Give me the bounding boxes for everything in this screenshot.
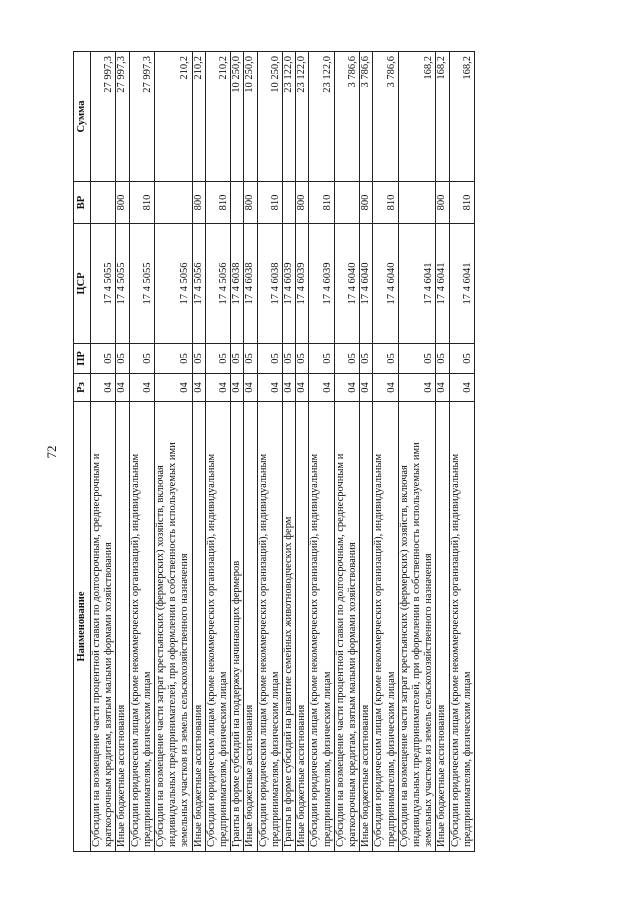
cell-sum: 168,2 bbox=[398, 52, 436, 182]
cell-rz: 04 bbox=[91, 374, 116, 402]
cell-pr: 05 bbox=[360, 344, 373, 374]
cell-sum: 23 122,0 bbox=[296, 52, 309, 182]
cell-name: Субсидии юридическим лицам (кроме некоммерческих организаций), индивидуальным предпринимателям, физическим лицам bbox=[257, 402, 282, 852]
cell-pr: 05 bbox=[129, 344, 154, 374]
cell-pr: 05 bbox=[116, 344, 129, 374]
cell-pr: 05 bbox=[449, 344, 474, 374]
cell-rz: 04 bbox=[116, 374, 129, 402]
cell-sum: 10 250,0 bbox=[244, 52, 257, 182]
cell-sum: 168,2 bbox=[449, 52, 474, 182]
cell-pr: 05 bbox=[309, 344, 334, 374]
cell-pr: 05 bbox=[283, 344, 296, 374]
cell-rz: 04 bbox=[129, 374, 154, 402]
cell-vr: 800 bbox=[296, 182, 309, 224]
cell-csr: 17 4 6041 bbox=[398, 224, 436, 344]
cell-pr: 05 bbox=[231, 344, 244, 374]
cell-pr: 05 bbox=[244, 344, 257, 374]
cell-pr: 05 bbox=[334, 344, 359, 374]
cell-vr: 810 bbox=[373, 182, 398, 224]
cell-csr: 17 4 6041 bbox=[449, 224, 474, 344]
cell-sum: 27 997,3 bbox=[129, 52, 154, 182]
cell-csr: 17 4 6038 bbox=[244, 224, 257, 344]
cell-name: Иные бюджетные ассигнования bbox=[244, 402, 257, 852]
table-body bbox=[91, 52, 475, 852]
page-number: 72 bbox=[44, 445, 59, 459]
cell-name: Гранты в форме субсидий на развитие семейных животноводческих ферм bbox=[283, 402, 296, 852]
cell-sum: 27 997,3 bbox=[91, 52, 116, 182]
cell-sum: 210,2 bbox=[155, 52, 193, 182]
cell-vr: 800 bbox=[360, 182, 373, 224]
table-row bbox=[192, 52, 205, 852]
cell-vr: 810 bbox=[257, 182, 282, 224]
cell-vr: 800 bbox=[436, 182, 449, 224]
cell-name: Субсидии на возмещение части затрат крестьянских (фермерских) хозяйств, включая индивидуальных предпринимателей, при оформлении в собственность используемых ими земельных участков из земель сельскохозяйственного назначения bbox=[398, 402, 436, 852]
cell-sum: 23 122,0 bbox=[309, 52, 334, 182]
header-name: Наименование bbox=[74, 402, 91, 852]
budget-table bbox=[73, 51, 475, 852]
cell-vr: 810 bbox=[205, 182, 230, 224]
cell-vr bbox=[155, 182, 193, 224]
cell-rz: 04 bbox=[449, 374, 474, 402]
header-vr: ВР bbox=[74, 182, 91, 224]
cell-csr: 17 4 5055 bbox=[129, 224, 154, 344]
cell-sum: 3 786,6 bbox=[373, 52, 398, 182]
cell-rz: 04 bbox=[257, 374, 282, 402]
cell-vr: 810 bbox=[449, 182, 474, 224]
cell-rz: 04 bbox=[155, 374, 193, 402]
cell-csr: 17 4 6038 bbox=[231, 224, 244, 344]
cell-sum: 3 786,6 bbox=[334, 52, 359, 182]
cell-csr: 17 4 6038 bbox=[257, 224, 282, 344]
header-sum: Сумма bbox=[74, 52, 91, 182]
cell-sum: 27 997,3 bbox=[116, 52, 129, 182]
cell-rz: 04 bbox=[192, 374, 205, 402]
table-row bbox=[283, 52, 296, 852]
cell-name: Иные бюджетные ассигнования bbox=[436, 402, 449, 852]
cell-rz: 04 bbox=[360, 374, 373, 402]
cell-pr: 05 bbox=[91, 344, 116, 374]
header-pr: ПР bbox=[74, 344, 91, 374]
table-row bbox=[257, 52, 282, 852]
table-row bbox=[296, 52, 309, 852]
cell-name: Субсидии на возмещение части процентной ставки по долгосрочным, среднесрочным и краткосрочным кредитам, взятым малыми формами хозяйствования bbox=[91, 402, 116, 852]
cell-name: Иные бюджетные ассигнования bbox=[360, 402, 373, 852]
cell-vr: 810 bbox=[129, 182, 154, 224]
cell-pr: 05 bbox=[398, 344, 436, 374]
table-row bbox=[309, 52, 334, 852]
cell-csr: 17 4 6039 bbox=[309, 224, 334, 344]
table-header-row bbox=[74, 52, 91, 852]
cell-sum: 10 250,0 bbox=[257, 52, 282, 182]
cell-rz: 04 bbox=[436, 374, 449, 402]
cell-rz: 04 bbox=[205, 374, 230, 402]
cell-rz: 04 bbox=[283, 374, 296, 402]
cell-rz: 04 bbox=[231, 374, 244, 402]
cell-name: Иные бюджетные ассигнования bbox=[192, 402, 205, 852]
table-row bbox=[334, 52, 359, 852]
table-row bbox=[244, 52, 257, 852]
cell-pr: 05 bbox=[436, 344, 449, 374]
cell-rz: 04 bbox=[244, 374, 257, 402]
cell-rz: 04 bbox=[309, 374, 334, 402]
cell-csr: 17 4 6039 bbox=[296, 224, 309, 344]
cell-sum: 210,2 bbox=[192, 52, 205, 182]
table-row bbox=[155, 52, 193, 852]
cell-sum: 10 250,0 bbox=[231, 52, 244, 182]
cell-csr: 17 4 6041 bbox=[436, 224, 449, 344]
rotated-table-wrapper bbox=[73, 52, 576, 852]
header-rz: Рз bbox=[74, 374, 91, 402]
cell-name: Иные бюджетные ассигнования bbox=[296, 402, 309, 852]
cell-csr: 17 4 6040 bbox=[334, 224, 359, 344]
table-row bbox=[398, 52, 436, 852]
cell-vr bbox=[283, 182, 296, 224]
cell-rz: 04 bbox=[334, 374, 359, 402]
cell-name: Иные бюджетные ассигнования bbox=[116, 402, 129, 852]
table-row bbox=[205, 52, 230, 852]
cell-pr: 05 bbox=[373, 344, 398, 374]
table-row bbox=[373, 52, 398, 852]
cell-rz: 04 bbox=[296, 374, 309, 402]
cell-name: Субсидии на возмещение части процентной ставки по долгосрочным, среднесрочным и краткосрочным кредитам, взятым малыми формами хозяйствования bbox=[334, 402, 359, 852]
cell-sum: 23 122,0 bbox=[283, 52, 296, 182]
table-row bbox=[231, 52, 244, 852]
cell-vr: 800 bbox=[192, 182, 205, 224]
cell-vr: 800 bbox=[244, 182, 257, 224]
cell-vr bbox=[398, 182, 436, 224]
cell-sum: 3 786,6 bbox=[360, 52, 373, 182]
cell-csr: 17 4 5056 bbox=[205, 224, 230, 344]
table-row bbox=[436, 52, 449, 852]
table-row bbox=[129, 52, 154, 852]
cell-name: Субсидии юридическим лицам (кроме некоммерческих организаций), индивидуальным предпринимателям, физическим лицам bbox=[205, 402, 230, 852]
cell-name: Субсидии юридическим лицам (кроме некоммерческих организаций), индивидуальным предпринимателям, физическим лицам bbox=[309, 402, 334, 852]
table-row bbox=[360, 52, 373, 852]
cell-pr: 05 bbox=[296, 344, 309, 374]
cell-csr: 17 4 5055 bbox=[116, 224, 129, 344]
header-csr: ЦСР bbox=[74, 224, 91, 344]
cell-vr bbox=[91, 182, 116, 224]
cell-vr bbox=[231, 182, 244, 224]
cell-vr: 810 bbox=[309, 182, 334, 224]
table-row bbox=[449, 52, 474, 852]
cell-vr bbox=[334, 182, 359, 224]
cell-pr: 05 bbox=[257, 344, 282, 374]
cell-csr: 17 4 6040 bbox=[360, 224, 373, 344]
table-row bbox=[116, 52, 129, 852]
cell-vr: 800 bbox=[116, 182, 129, 224]
cell-csr: 17 4 5055 bbox=[91, 224, 116, 344]
cell-csr: 17 4 5056 bbox=[155, 224, 193, 344]
cell-pr: 05 bbox=[192, 344, 205, 374]
cell-csr: 17 4 6039 bbox=[283, 224, 296, 344]
table-row bbox=[91, 52, 116, 852]
cell-rz: 04 bbox=[373, 374, 398, 402]
cell-rz: 04 bbox=[398, 374, 436, 402]
cell-name: Субсидии юридическим лицам (кроме некоммерческих организаций), индивидуальным предпринимателям, физическим лицам bbox=[129, 402, 154, 852]
cell-sum: 168,2 bbox=[436, 52, 449, 182]
cell-name: Гранты в форме субсидий на поддержку начинающих фермеров bbox=[231, 402, 244, 852]
cell-name: Субсидии юридическим лицам (кроме некоммерческих организаций), индивидуальным предпринимателям, физическим лицам bbox=[449, 402, 474, 852]
cell-csr: 17 4 5056 bbox=[192, 224, 205, 344]
cell-pr: 05 bbox=[155, 344, 193, 374]
cell-sum: 210,2 bbox=[205, 52, 230, 182]
cell-name: Субсидии на возмещение части затрат крестьянских (фермерских) хозяйств, включая индивидуальных предпринимателей, при оформлении в собственность используемых ими земельных участков из земель сельскохозяйственного назначения bbox=[155, 402, 193, 852]
cell-name: Субсидии юридическим лицам (кроме некоммерческих организаций), индивидуальным предпринимателям, физическим лицам bbox=[373, 402, 398, 852]
cell-csr: 17 4 6040 bbox=[373, 224, 398, 344]
cell-pr: 05 bbox=[205, 344, 230, 374]
